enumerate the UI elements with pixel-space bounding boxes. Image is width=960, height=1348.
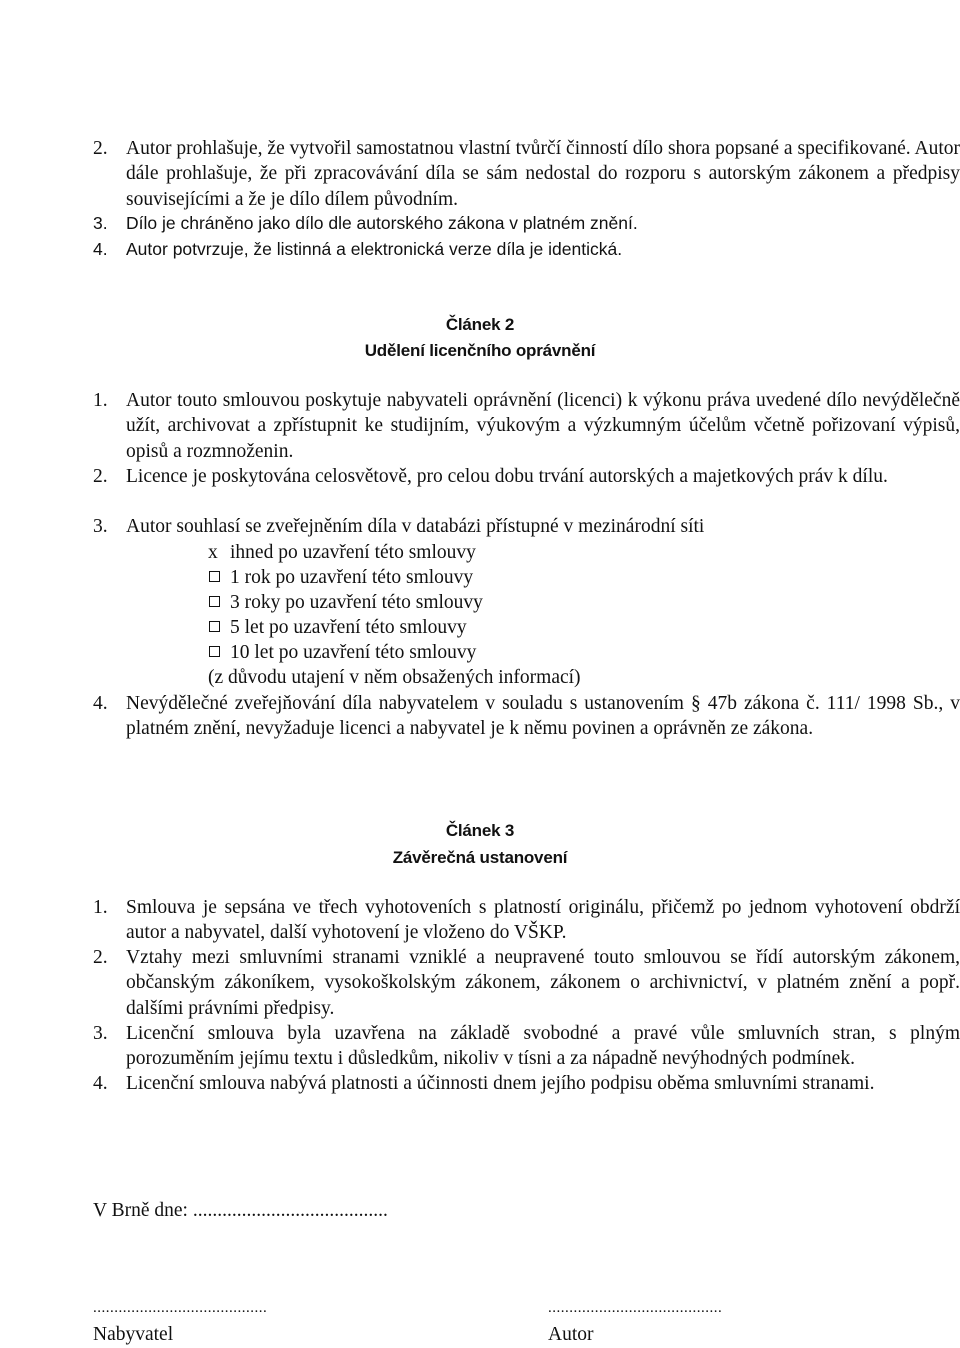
intro-item-4 [93, 237, 960, 262]
article2-item-4 [93, 691, 960, 742]
article2-item-1 [93, 388, 960, 464]
article3-item-4 [93, 1071, 960, 1096]
signature-line-left: ......................................... [93, 1300, 268, 1316]
item-number: 1. [93, 390, 108, 411]
option-immediately [208, 540, 476, 565]
article3-item-3 [93, 1021, 960, 1072]
article3-item-1 [93, 895, 960, 946]
article3-item-2 [93, 945, 960, 1021]
option-label: 1 rok po uzavření této smlouvy [230, 567, 474, 588]
item-number: 2. [93, 947, 108, 968]
option-label: 5 let po uzavření této smlouvy [230, 617, 467, 638]
option-5-years [208, 615, 467, 640]
option-mark-x: x [208, 542, 218, 563]
item-text: Autor prohlašuje, že vytvořil samostatnou vlastní tvůrčí činností dílo shora popsané a specifikované. Autor dále prohlašuje, že při zpracovávání díla se sám nedostal do rozporu s autorským zákonem a předpisy souvisejícími a že je dílo dílem původním. [126, 138, 960, 210]
item-number: 3. [93, 213, 108, 233]
checkbox-icon [209, 596, 220, 607]
item-text: Vztahy mezi smluvními stranami vzniklé a neupravené touto smlouvou se řídí autorským zákonem, občanským zákoníkem, vysokoškolským zákonem, zákonem o archivnictví, v platném znění a popř. dalšími právními předpisy. [126, 947, 960, 1019]
intro-item-3 [93, 211, 960, 236]
checkbox-icon [209, 571, 220, 582]
item-text: Autor potvrzuje, že listinná a elektronická verze díla je identická. [126, 239, 623, 259]
place-date-line: V Brně dne: ........................................ [93, 1200, 388, 1221]
intro-item-2 [93, 136, 960, 212]
item-number: 2. [93, 138, 108, 159]
item-text: Licenční smlouva byla uzavřena na základě svobodné a pravé vůle smluvních stran, s plným porozuměním jejímu textu i důsledkům, nikoliv v tísni a za nápadně nevýhodných podmínek. [126, 1023, 960, 1070]
item-text: Smlouva je sepsána ve třech vyhotoveních s platností originálu, přičemž po jednom vyhotovení obdrží autor a nabyvatel, další vyhotovení je vloženo do VŠKP. [126, 897, 960, 944]
item-text: Licence je poskytována celosvětově, pro celou dobu trvání autorských a majetkových práv k dílu. [126, 466, 888, 487]
item-number: 2. [93, 466, 108, 487]
article3-title: Článek 3 [445, 821, 515, 840]
article2-title: Článek 2 [445, 315, 515, 334]
item-number: 1. [93, 897, 108, 918]
signature-label-right: Autor [548, 1324, 594, 1345]
checkbox-icon [209, 621, 220, 632]
article2-subtitle: Udělení licenčního oprávnění [364, 341, 596, 360]
item-number: 3. [93, 516, 108, 537]
item-text: Dílo je chráněno jako dílo dle autorského zákona v platném znění. [126, 213, 638, 233]
item-text: Autor touto smlouvou poskytuje nabyvateli oprávnění (licenci) k výkonu práva uvedené dílo nevýdělečně užít, archivovat a zpřístupnit ke studijním, výukovým a výzkumným účelům včetně pořizovaní výpisů, opisů a rozmnoženin. [126, 390, 960, 462]
item-text: Autor souhlasí se zveřejněním díla v databázi přístupné v mezinárodní síti [126, 516, 705, 537]
item-number: 4. [93, 693, 108, 714]
option-3-years [208, 590, 483, 615]
signature-label-left: Nabyvatel [93, 1324, 174, 1345]
option-10-years [208, 640, 476, 665]
option-1-year [208, 565, 473, 590]
article3-subtitle: Závěrečná ustanovení [392, 848, 568, 867]
checkbox-icon [209, 646, 220, 657]
option-label: ihned po uzavření této smlouvy [230, 542, 476, 563]
item-number: 4. [93, 239, 108, 259]
option-label: 10 let po uzavření této smlouvy [230, 642, 477, 663]
article2-item-2 [93, 464, 960, 489]
item-number: 4. [93, 1073, 108, 1094]
item-number: 3. [93, 1023, 108, 1044]
item-text: Licenční smlouva nabývá platnosti a účinnosti dnem jejího podpisu oběma smluvními stranami. [126, 1073, 875, 1094]
item-text: Nevýdělečné zveřejňování díla nabyvatelem v souladu s ustanovením § 47b zákona č. 111/ 1998 Sb., v platném znění, nevyžaduje licenci a nabyvatel je k němu povinen a oprávněn ze zákona. [126, 693, 960, 740]
option-label: 3 roky po uzavření této smlouvy [230, 592, 483, 613]
article2-item-3 [93, 514, 960, 539]
signature-line-right: ......................................... [548, 1300, 723, 1316]
options-note: (z důvodu utajení v něm obsažených informací) [208, 667, 581, 688]
